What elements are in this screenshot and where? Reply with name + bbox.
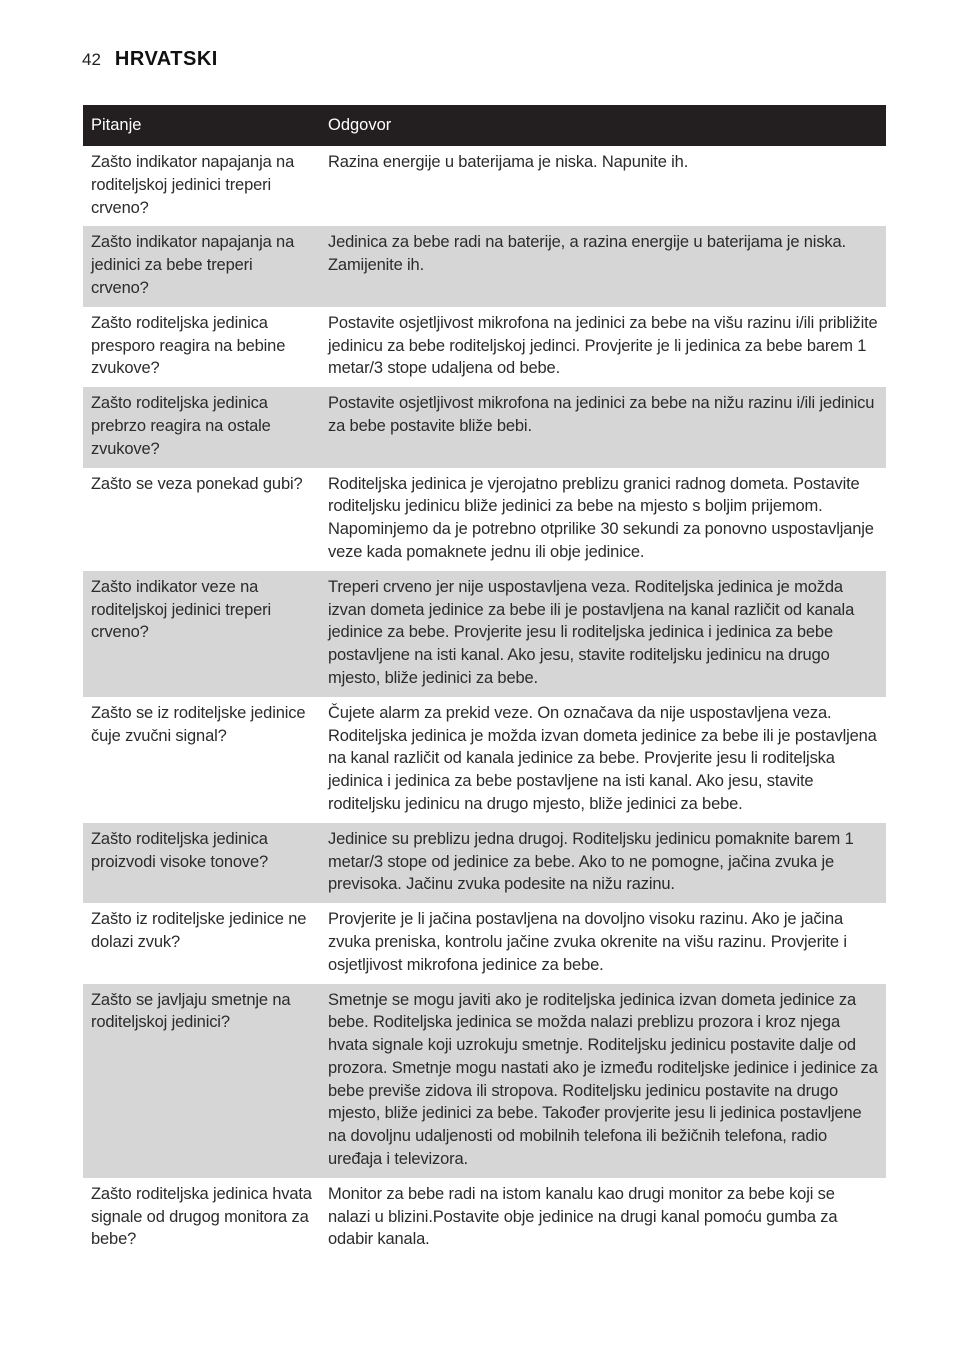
question-cell: Zašto se veza ponekad gubi? [91,474,303,493]
table-row [83,903,886,983]
question-cell: Zašto roditeljska jedinica hvata signale od drugog monitora za bebe? [91,1184,312,1249]
question-cell: Zašto iz roditeljske jedinice ne dolazi zvuk? [91,910,307,951]
question-cell: Zašto indikator napajanja na roditeljskoj jedinici treperi crveno? [91,153,295,217]
answer-cell: Provjerite je li jačina postavljena na dovoljno visoku razinu. Ako je jačina zvuka preniska, kontrolu jačine zvuka okrenite na višu razinu. Provjerite i osjetljivost mikrofona jedinice za bebe. [328,910,847,974]
table-header [83,105,886,146]
answer-cell: Smetnje se mogu javiti ako je roditeljska jedinica izvan dometa jedinice za bebe. Roditeljska jedinica se možda nalazi preblizu prozora i kroz njega hvata signale koji uzrokuju smetnje. Roditeljsku jedinicu postavite dalje od prozora. Smetnje mogu nastati ako je između roditeljske jedinice i jedinice za bebe previše zidova ili stropova. Roditeljsku jedinicu postavite na drugo mjesto, bliže jedinici za bebe. Također provjerite jesu li jedinica postavljene na dovoljnu udaljenosti od mobilnih telefona ili bežičnih telefona, radio uređaja i televizora. [320,984,886,1178]
table-row [83,307,886,387]
question-cell: Zašto roditeljska jedinica presporo reagira na bebine zvukove? [91,313,286,378]
page-number: 42 [82,50,101,69]
answer-cell: Roditeljska jedinica je vjerojatno preblizu granici radnog dometa. Postavite roditeljsku jedinicu bliže jedinici za bebe na mjesto s boljim prijemom. Napominjemo da je potrebno otprilike 30 sekundi za ponovno uspostavljanje veze kada pomaknete jednu ili obje jedinice. [328,474,874,561]
column-header-answer: Odgovor [320,105,886,146]
question-cell: Zašto roditeljska jedinica prebrzo reagira na ostale zvukove? [83,387,320,467]
question-cell: Zašto roditeljska jedinica proizvodi visoke tonove? [83,823,320,903]
table-row [83,226,886,306]
question-cell: Zašto indikator veze na roditeljskoj jedinici treperi crveno? [83,571,320,697]
table-row [83,387,886,467]
answer-cell: Jedinice su preblizu jedna drugoj. Roditeljsku jedinicu pomaknite barem 1 metar/3 stope od jedinice za bebe. Ako to ne pomogne, jačina zvuka je previsoka. Jačinu zvuka podesite na nižu razinu. [320,823,886,903]
table-header-row [83,105,886,146]
table-row [83,697,886,823]
answer-cell: Postavite osjetljivost mikrofona na jedinici za bebe na višu razinu i/ili približite jedinicu za bebe roditeljskoj jedinci. Provjerite je li jedinica za bebe barem 1 metar/3 stope udaljena od bebe. [328,313,878,378]
answer-cell: Čujete alarm za prekid veze. On označava da nije uspostavljena veza. Roditeljska jedinica je možda izvan dometa jedinice za bebe ili je postavljena na kanal različit od kanala jedinice za bebe. Provjerite jesu li roditeljska jedinica i jedinica za bebe postavljene na isti kanal. Ako jesu, stavite roditeljsku jedinicu na drugo mjesto, bliže jedinici za bebe. [328,703,877,813]
table-row [83,571,886,697]
answer-cell: Jedinica za bebe radi na baterije, a razina energije u baterijama je niska. Zamijenite ih. [320,226,886,306]
column-header-question: Pitanje [83,105,320,146]
section-language-title: HRVATSKI [114,48,218,70]
answer-cell: Monitor za bebe radi na istom kanalu kao drugi monitor za bebe koji se nalazi u blizini.Postavite obje jedinice na drugi kanal pomoću gumba za odabir kanala. [328,1184,838,1249]
answer-cell: Razina energije u baterijama je niska. Napunite ih. [328,153,689,171]
answer-cell: Postavite osjetljivost mikrofona na jedinici za bebe na nižu razinu i/ili jedinicu za bebe postavite bliže bebi. [320,387,886,467]
answer-cell: Treperi crveno jer nije uspostavljena veza. Roditeljska jedinica je možda izvan dometa jedinice za bebe ili je postavljena na kanal različit od kanala jedinice za bebe. Provjerite jesu li roditeljska jedinica i jedinica za bebe postavljene na isti kanal. Ako jesu, stavite roditeljsku jedinicu na drugo mjesto, bliže jedinici za bebe. [320,571,886,697]
page-header [82,48,218,71]
table-row [83,823,886,903]
table-body [83,146,886,1258]
question-cell: Zašto se iz roditeljske jedinice čuje zvučni signal? [91,703,306,745]
troubleshooting-table [83,105,886,1258]
question-cell: Zašto se javljaju smetnje na roditeljskoj jedinici? [83,984,320,1178]
question-cell: Zašto indikator napajanja na jedinici za bebe treperi crveno? [83,226,320,306]
table-row [83,146,886,226]
table-row [83,1178,886,1258]
table-row [83,468,886,571]
table-row [83,984,886,1178]
